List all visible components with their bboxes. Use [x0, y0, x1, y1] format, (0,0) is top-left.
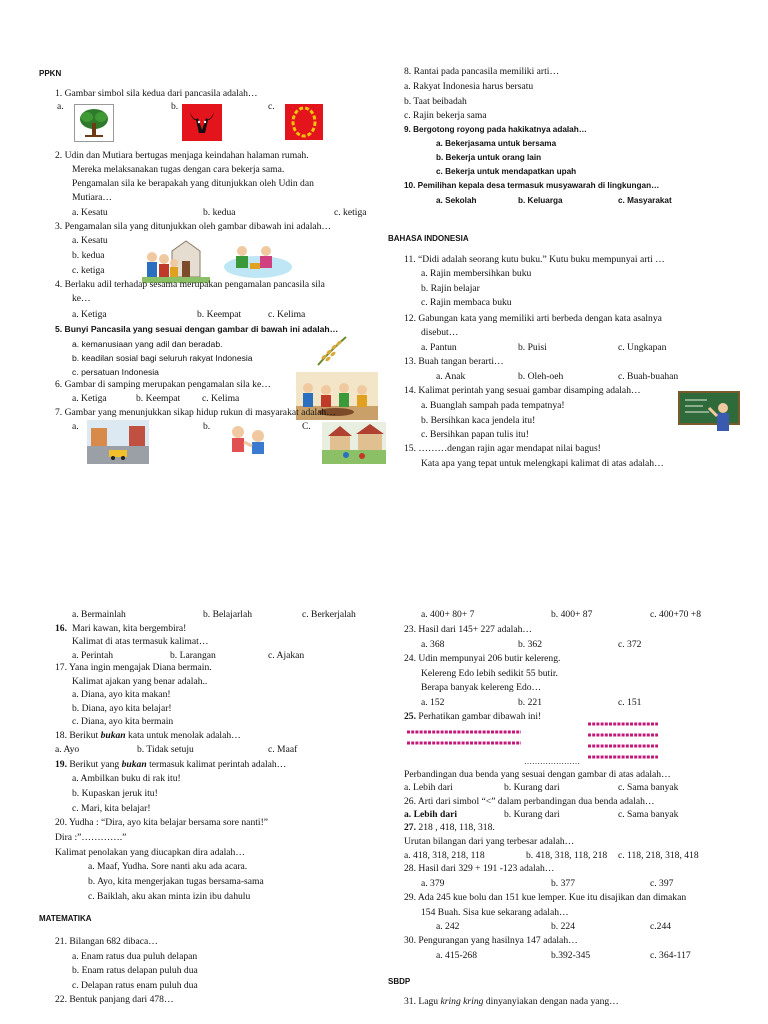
question-19-text: Berikut yang	[67, 759, 122, 770]
option-23b: b. 362	[518, 639, 542, 650]
children-fighting-image	[222, 422, 274, 462]
option-6c: c. Kelima	[202, 393, 240, 404]
option-29b: b. 224	[551, 921, 575, 932]
question-29-line2: 154 Buah. Sisa kue sekarang adalah…	[421, 907, 569, 918]
option-24b: b. 221	[518, 697, 542, 708]
option-12c: c. Ungkapan	[618, 342, 667, 353]
question-4-line2: ke…	[72, 293, 91, 304]
question-8: 8. Rantai pada pancasila memiliki arti…	[404, 66, 560, 77]
option-30b: b.392-345	[551, 950, 591, 961]
question-17: 17. Yana ingin mengajak Diana bermain.	[55, 662, 212, 673]
neighborhood-image	[322, 422, 386, 464]
question-25-number: 25.	[404, 711, 416, 722]
question-27	[404, 822, 495, 834]
option-5b: b. keadilan sosial bagi seluruh rakyat Indonesia	[72, 353, 253, 363]
question-1: 1. Gambar simbol sila kedua dari pancasila adalah…	[55, 88, 258, 99]
option-10b: b. Keluarga	[518, 196, 563, 205]
question-18	[55, 730, 241, 742]
option-9b: b. Bekerja untuk orang lain	[436, 153, 542, 162]
option-3b: b. kedua	[72, 250, 105, 261]
section-bahasa-indonesia: BAHASA INDONESIA	[388, 234, 469, 243]
question-15-line2: Kata apa yang tepat untuk melengkapi kalimat di atas adalah…	[421, 458, 664, 469]
option-2a: a. Kesatu	[72, 207, 108, 218]
question-7: 7. Gambar yang menunjukkan sikap hidup rukun di masyarakat adalah…	[55, 407, 336, 418]
option-13a: a. Anak	[436, 371, 466, 382]
option-23c: c. 372	[618, 639, 642, 650]
option-22a: a. 400+ 80+ 7	[421, 609, 475, 620]
question-3: 3. Pengamalan sila yang ditunjukkan oleh gambar dibawah ini adalah…	[55, 221, 332, 232]
option-20c: c. Baiklah, aku akan minta izin ibu dahulu	[88, 891, 251, 902]
option-14a: a. Buanglah sampah pada tempatnya!	[421, 400, 565, 411]
option-24c: c. 151	[618, 697, 642, 708]
street-scene-image	[87, 420, 149, 464]
option-8c: c. Rajin bekerja sama	[404, 110, 487, 121]
question-24: 24. Udin mempunyai 206 butir kelereng.	[404, 653, 561, 664]
option-19a: a. Ambilkan buku di rak itu!	[72, 773, 181, 784]
option-12a: a. Pantun	[421, 342, 457, 353]
question-31-rest: dinyanyiakan dengan nada yang…	[483, 996, 619, 1007]
question-26: 26. Arti dari simbol “<” dalam perbandingan dua benda adalah…	[404, 796, 655, 807]
option-8a: a. Rakyat Indonesia harus bersatu	[404, 81, 534, 92]
question-16: Mari kawan, kita bergembira!	[72, 623, 187, 634]
question-18-rest: kata untuk menolak adalah…	[125, 730, 241, 741]
option-15c: c. Berkerjalah	[302, 609, 356, 620]
option-2c: c. ketiga	[334, 207, 367, 218]
option-5a: a. kemanusiaan yang adil dan beradab.	[72, 339, 223, 349]
picnic-image	[222, 237, 292, 279]
option-11a: a. Rajin membersihkan buku	[421, 268, 532, 279]
question-31-emphasis: kring kring	[440, 996, 484, 1007]
option-28c: c. 397	[650, 878, 674, 889]
question-30: 30. Pengurangan yang hasilnya 147 adalah…	[404, 935, 578, 946]
question-2-line2: Mereka melaksanakan tugas dengan cara bekerja sama.	[72, 164, 285, 175]
question-23: 23. Hasil dari 145+ 227 adalah…	[404, 624, 532, 635]
option-18c: c. Maaf	[268, 744, 298, 755]
question-19-rest: termasuk kalimat perintah adalah…	[146, 759, 287, 770]
option-26b: b. Kurang dari	[504, 809, 560, 820]
option-4a: a. Ketiga	[72, 309, 107, 320]
option-11b: b. Rajin belajar	[421, 283, 480, 294]
option-17a: a. Diana, ayo kita makan!	[72, 689, 171, 700]
option-1c: c.	[268, 101, 275, 112]
question-11: 11. “Didi adalah seorang kutu buku.” Kutu buku mempunyai arti …	[404, 254, 665, 265]
question-28: 28. Hasil dari 329 + 191 -123 adalah…	[404, 863, 555, 874]
teacher-blackboard-image	[677, 390, 741, 434]
question-27-number: 27.	[404, 822, 416, 833]
question-31	[404, 996, 619, 1008]
option-10c: c. Masyarakat	[618, 196, 672, 205]
option-17c: c. Diana, ayo kita bermain	[72, 716, 174, 727]
dash-group-left	[405, 725, 523, 751]
option-7c: C.	[302, 421, 311, 432]
question-24-line2: Kelereng Edo lebih sedikit 55 butir.	[421, 668, 558, 679]
question-24-line3: Berapa banyak kelereng Edo…	[421, 682, 542, 693]
question-2-line4: Mutiara…	[72, 192, 112, 203]
question-17-line2: Kalimat ajakan yang benar adalah..	[72, 676, 208, 687]
option-15a: a. Bermainlah	[72, 609, 126, 620]
option-18b: b. Tidak setuju	[137, 744, 194, 755]
option-19c: c. Mari, kita belajar!	[72, 803, 151, 814]
option-21c: c. Delapan ratus enam puluh dua	[72, 980, 198, 991]
question-25-text: Perhatikan gambar dibawah ini!	[416, 711, 542, 722]
bull-head-icon	[182, 104, 222, 141]
question-13: 13. Buah tangan berarti…	[404, 356, 504, 367]
question-19-emphasis: bukan	[121, 759, 147, 770]
question-9: 9. Bergotong royong pada hakikatnya adalah…	[404, 125, 587, 134]
option-14c: c. Bersihkan papan tulis itu!	[421, 429, 529, 440]
question-20-line3: Kalimat penolakan yang diucapkan dira adalah…	[55, 847, 245, 858]
question-31-text: 31. Lagu	[404, 996, 441, 1007]
option-7b: b.	[203, 421, 211, 432]
option-4c: c. Kelima	[268, 309, 306, 320]
option-28a: a. 379	[421, 878, 445, 889]
option-27b: b. 418, 318, 118, 218	[526, 850, 608, 861]
option-30a: a. 415-268	[436, 950, 478, 961]
option-16b: b. Larangan	[170, 650, 216, 661]
option-14b: b. Bersihkan kaca jendela itu!	[421, 415, 536, 426]
option-15b: b. Belajarlah	[203, 609, 253, 620]
option-19b: b. Kupaskan jeruk itu!	[72, 788, 158, 799]
option-27a: a. 418, 318, 218, 118	[404, 850, 485, 861]
option-21a: a. Enam ratus dua puluh delapan	[72, 951, 198, 962]
question-16-number: 16.	[55, 623, 67, 634]
option-25a: a. Lebih dari	[404, 782, 453, 793]
option-3a: a. Kesatu	[72, 235, 108, 246]
question-6: 6. Gambar di samping merupakan pengamalan sila ke…	[55, 379, 271, 390]
option-25b: b. Kurang dari	[504, 782, 560, 793]
option-16c: c. Ajakan	[268, 650, 305, 661]
question-20: 20. Yudha : “Dira, ayo kita belajar bersama sore nanti!”	[55, 817, 269, 828]
question-12: 12. Gabungan kata yang memiliki arti berbeda dengan kata asalnya	[404, 313, 662, 324]
question-2-line3: Pengamalan sila ke berapakah yang ditunjukkan oleh Udin dan	[72, 178, 314, 189]
question-5: 5. Bunyi Pancasila yang sesuai dengan gambar di bawah ini adalah…	[55, 324, 339, 334]
question-27-text: 218 , 418, 118, 318.	[416, 822, 495, 833]
option-30c: c. 364-117	[650, 950, 691, 961]
question-27-line2: Urutan bilangan dari yang terbesar adalah…	[404, 836, 575, 847]
option-12b: b. Puisi	[518, 342, 547, 353]
option-22c: c. 400+70 +8	[650, 609, 702, 620]
option-3c: c. ketiga	[72, 265, 105, 276]
question-21: 21. Bilangan 682 dibaca…	[55, 936, 158, 947]
question-4: 4. Berlaku adil terhadap sesama merupakan pengamalan pancasila sila	[55, 279, 325, 290]
option-18a: a. Ayo	[55, 744, 80, 755]
question-2: 2. Udin dan Mutiara bertugas menjaga keindahan halaman rumah.	[55, 150, 309, 161]
option-5c: c. persatuan Indonesia	[72, 367, 159, 377]
option-8b: b. Taat beibadah	[404, 96, 467, 107]
option-13b: b. Oleh-oeh	[518, 371, 564, 382]
section-ppkn: PPKN	[39, 69, 62, 78]
option-13c: c. Buah-buahan	[618, 371, 679, 382]
question-25-line2: Perbandingan dua benda yang sesuai dengan gambar di atas adalah…	[404, 769, 671, 780]
option-10a: a. Sekolah	[436, 196, 477, 205]
option-9c: c. Bekerja untuk mendapatkan upah	[436, 167, 577, 176]
option-29c: c.244	[650, 921, 672, 932]
question-25-blank: …………………	[524, 757, 580, 766]
option-20a: a. Maaf, Yudha. Sore nanti aku ada acara.	[88, 861, 248, 872]
question-22: 22. Bentuk panjang dari 478…	[55, 994, 174, 1005]
question-10: 10. Pemilihan kepala desa termasuk musyawarah di lingkungan…	[404, 181, 660, 190]
option-7a: a.	[72, 421, 79, 432]
question-12-line2: disebut…	[421, 327, 459, 338]
option-4b: b. Keempat	[197, 309, 242, 320]
dash-group-right	[586, 720, 660, 762]
option-6a: a. Ketiga	[72, 393, 107, 404]
question-19-number: 19.	[55, 759, 67, 770]
section-matematika: MATEMATIKA	[39, 914, 92, 923]
rice-cotton-icon	[312, 333, 352, 369]
people-worship-image	[142, 237, 210, 283]
option-16a: a. Perintah	[72, 650, 114, 661]
question-19	[55, 759, 286, 771]
question-18-text: 18. Berikut	[55, 730, 101, 741]
option-27c: c. 118, 218, 318, 418	[618, 850, 699, 861]
option-9a: a. Bekerjasama untuk bersama	[436, 139, 557, 148]
question-29: 29. Ada 245 kue bolu dan 151 kue lemper. Kue itu disajikan dan dimakan	[404, 892, 687, 903]
option-6b: b. Keempat	[136, 393, 181, 404]
option-24a: a. 152	[421, 697, 445, 708]
option-28b: b. 377	[551, 878, 575, 889]
option-1b: b.	[171, 101, 179, 112]
chain-icon	[285, 104, 323, 140]
section-sbdp: SBDP	[388, 977, 411, 986]
question-25	[404, 711, 541, 723]
option-11c: c. Rajin membaca buku	[421, 297, 512, 308]
option-26c: c. Sama banyak	[618, 809, 679, 820]
option-23a: a. 368	[421, 639, 445, 650]
question-18-emphasis: bukan	[100, 730, 126, 741]
question-15: 15. ………dengan rajin agar mendapat nilai bagus!	[404, 443, 601, 454]
question-14: 14. Kalimat perintah yang sesuai gambar disamping adalah…	[404, 385, 641, 396]
option-22b: b. 400+ 87	[551, 609, 593, 620]
question-16-line2: Kalimat di atas termasuk kalimat…	[72, 636, 209, 647]
option-20b: b. Ayo, kita mengerjakan tugas bersama-sama	[88, 876, 264, 887]
option-26a: a. Lebih dari	[404, 809, 458, 820]
option-21b: b. Enam ratus delapan puluh dua	[72, 965, 198, 976]
option-29a: a. 242	[436, 921, 460, 932]
option-25c: c. Sama banyak	[618, 782, 679, 793]
question-20-line2: Dira :”………….”	[55, 832, 127, 843]
option-2b: b. kedua	[203, 207, 236, 218]
option-1a: a.	[57, 101, 64, 112]
option-17b: b. Diana, ayo kita belajar!	[72, 703, 172, 714]
banyan-tree-icon	[74, 104, 114, 142]
